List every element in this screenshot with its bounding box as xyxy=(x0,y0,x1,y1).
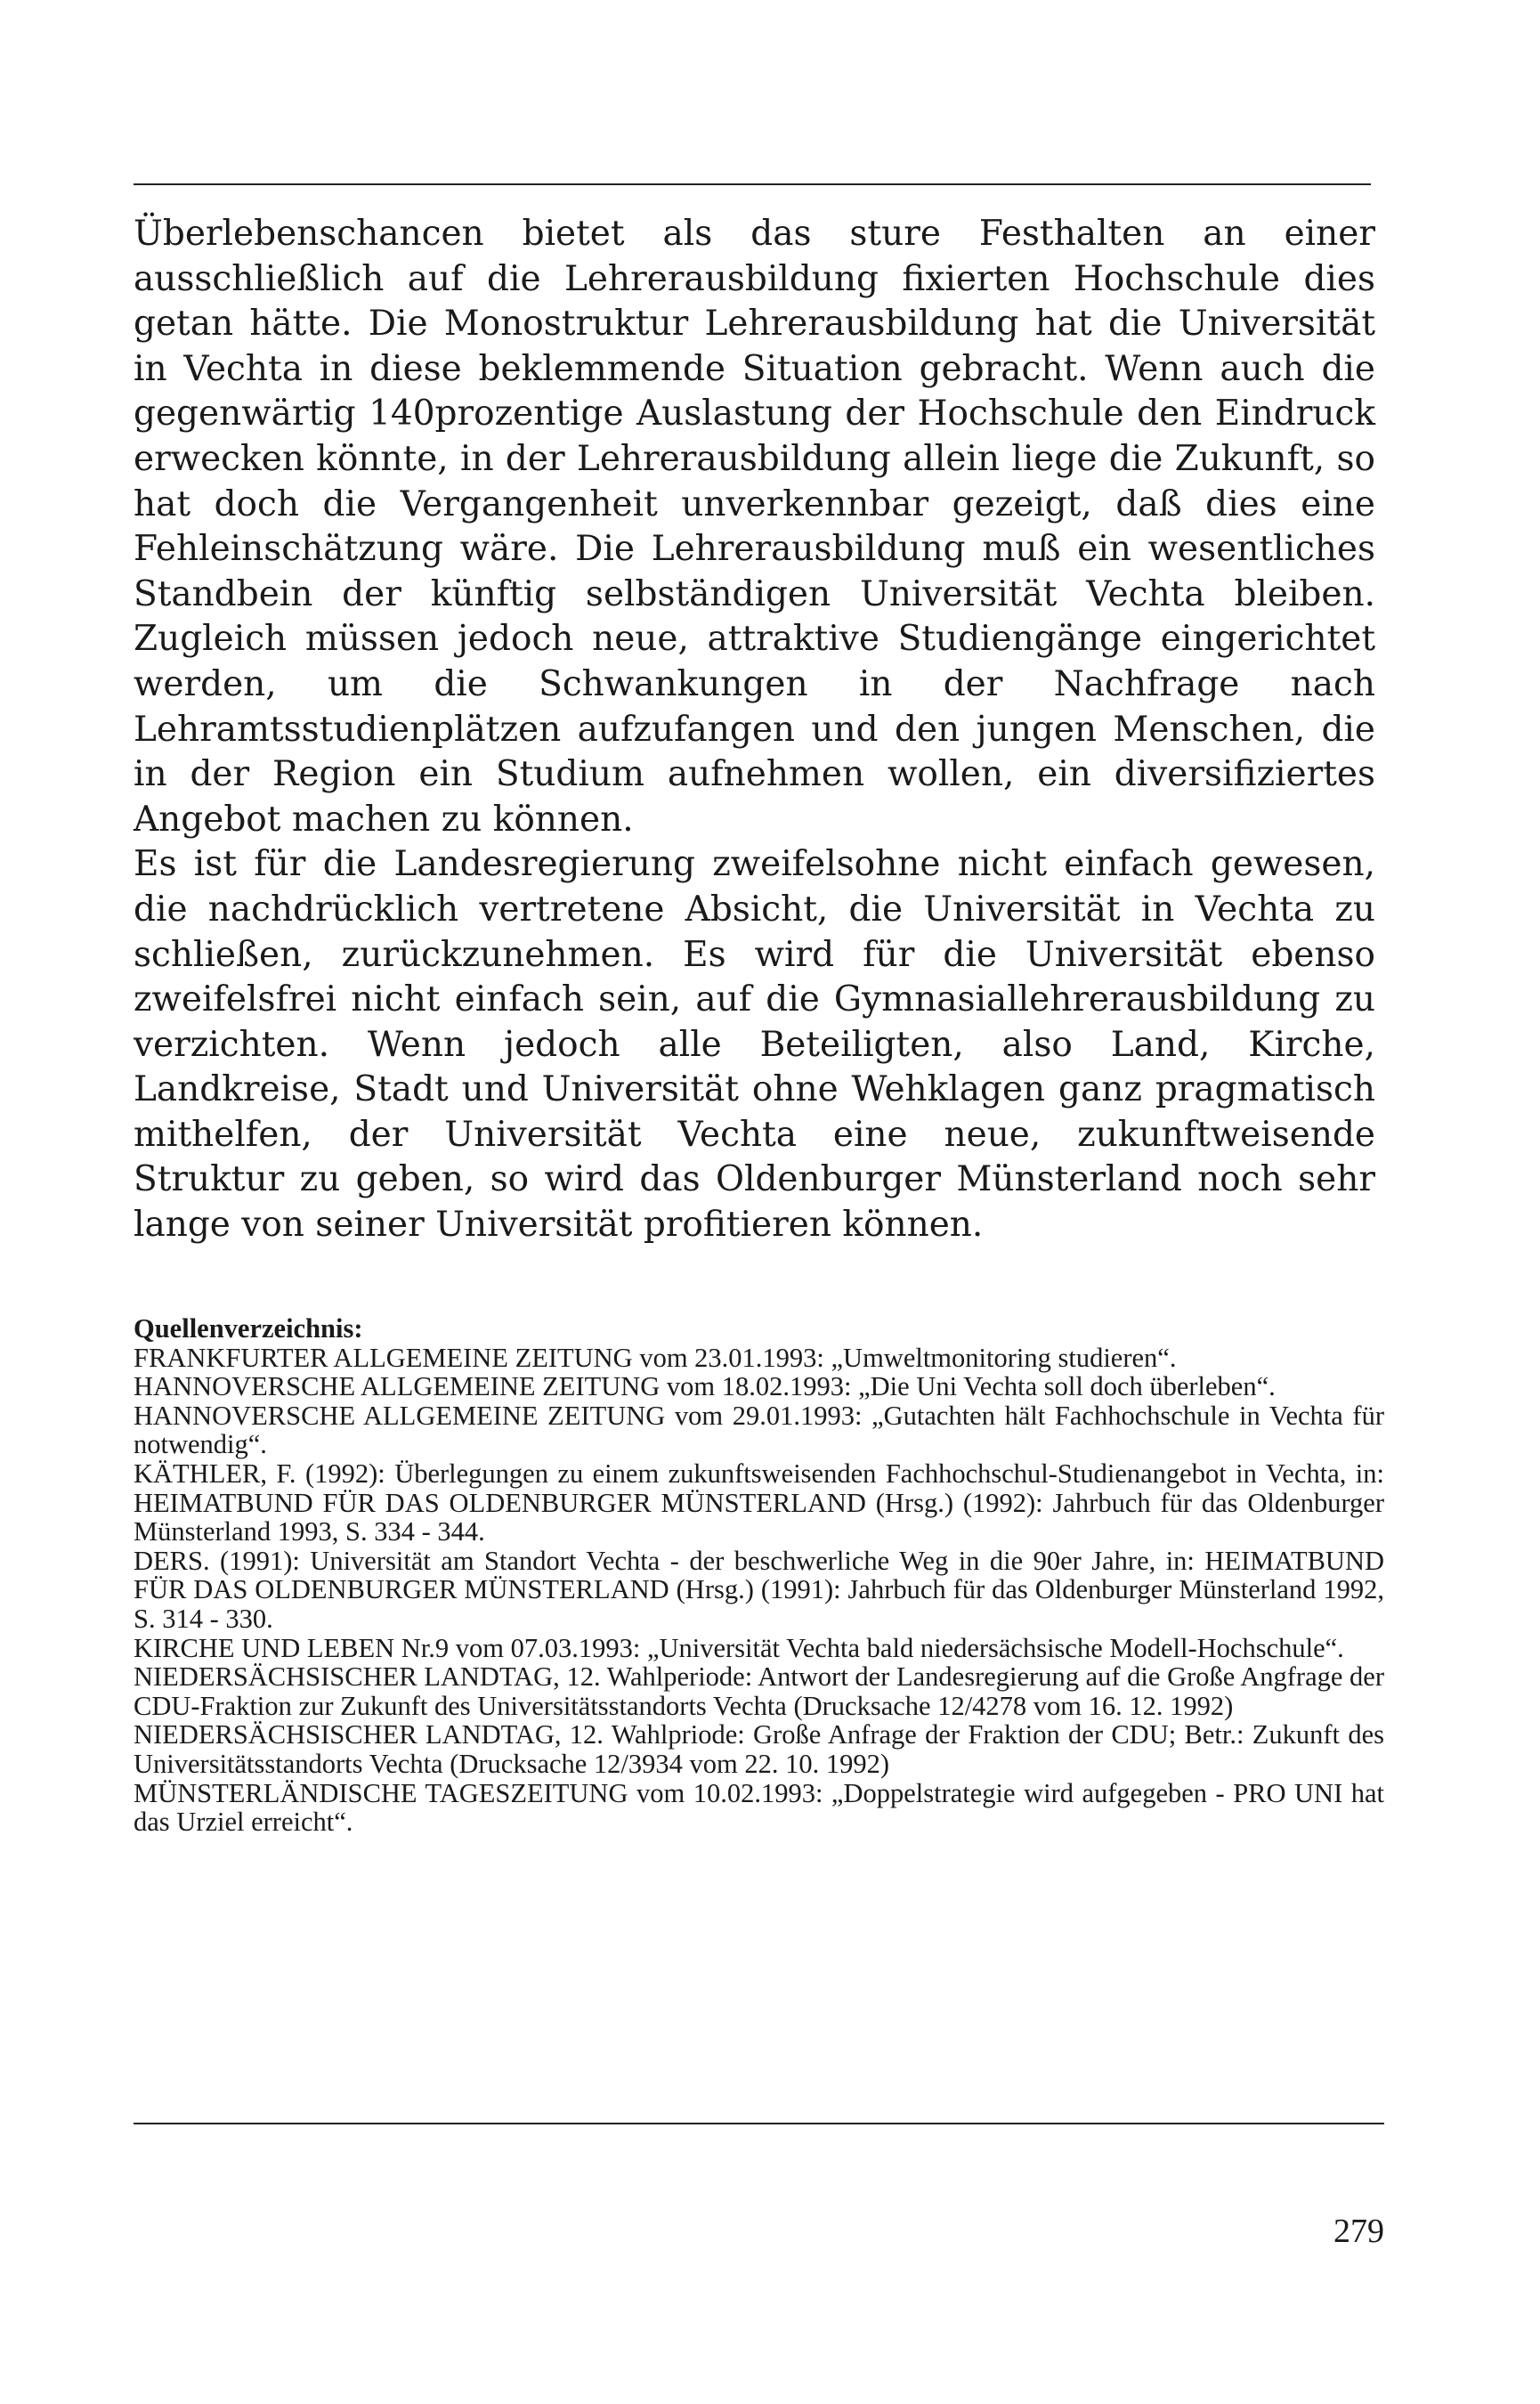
bottom-rule xyxy=(134,2123,1384,2124)
source-entry: MÜNSTERLÄNDISCHE TAGESZEITUNG vom 10.02.1993: „Doppelstrategie wird aufgegeben - PRO UNI hat das Urziel erreicht“. xyxy=(134,1777,1384,1838)
source-list xyxy=(134,1344,1384,1837)
source-entry: DERS. (1991): Universität am Standort Vechta - der beschwerliche Weg in die 90er Jahre, in: HEIMATBUND FÜR DAS OLDENBURGER MÜNSTERLAND (Hrsg.) (1991): Jahrbuch für das Oldenburger Münsterland 1992, S. 314 - 330. xyxy=(134,1545,1384,1634)
source-entry: NIEDERSÄCHSISCHER LANDTAG, 12. Wahlpriode: Große Anfrage der Fraktion der CDU; Betr.: Zukunft des Universitätsstandorts Vechta (Drucksache 12/3934 vom 22. 10. 1992) xyxy=(134,1719,1384,1779)
body-text xyxy=(134,212,1375,1248)
source-list-section xyxy=(134,1314,1384,1837)
source-entry: KIRCHE UND LEBEN Nr.9 vom 07.03.1993: „Universität Vechta bald niedersächsische Modell-Hochschule“. xyxy=(134,1632,1344,1663)
source-list-heading: Quellenverzeichnis: xyxy=(134,1313,363,1344)
page-number: 279 xyxy=(1333,2213,1384,2250)
body-paragraph-2: Es ist für die Landesregierung zweifelsohne nicht einfach gewesen, die nachdrücklich vertretene Absicht, die Universität in Vechta zu schließen, zurückzunehmen. Es wird für die Universität ebenso zweifelsfrei nicht einfach sein, auf die Gymnasiallehrerausbildung zu verzichten. Wenn jedoch alle Beteiligten, also Land, Kirche, Landkreise, Stadt und Universität ohne Wehklagen ganz pragmatisch mithelfen, der Universität Vechta eine neue, zukunftweisende Struktur zu geben, so wird das Oldenburger Münsterland noch sehr lange von seiner Universität profitieren können. xyxy=(134,844,1375,1246)
body-paragraph-1: Überlebenschancen bietet als das sture Festhalten an einer ausschließlich auf die Lehrerausbildung fixierten Hochschule dies getan hätte. Die Monostruktur Lehrerausbildung hat die Universität in Vechta in diese beklemmende Situation gebracht. Wenn auch die gegenwärtig 140prozentige Auslastung der Hochschule den Eindruck erwecken könnte, in der Lehrerausbildung allein liege die Zukunft, so hat doch die Vergangenheit unverkennbar gezeigt, daß dies eine Fehleinschätzung wäre. Die Lehrerausbildung muß ein wesentliches Standbein der künftig selbständigen Universität Vechta bleiben. Zugleich müssen jedoch neue, attraktive Studiengänge eingerichtet werden, um die Schwankungen in der Nachfrage nach Lehramtsstudienplätzen aufzufangen und den jungen Menschen, die in der Region ein Studium aufnehmen wollen, ein diversifiziertes Angebot machen zu können. xyxy=(134,214,1375,840)
source-entry: HANNOVERSCHE ALLGEMEINE ZEITUNG vom 29.01.1993: „Gutachten hält Fachhochschule in Vechta für notwendig“. xyxy=(134,1400,1384,1460)
source-entry: FRANKFURTER ALLGEMEINE ZEITUNG vom 23.01.1993: „Umweltmonitoring studieren“. xyxy=(134,1342,1177,1373)
source-entry: NIEDERSÄCHSISCHER LANDTAG, 12. Wahlperiode: Antwort der Landesregierung auf die Große Angfrage der CDU-Fraktion zur Zukunft des Universitätsstandorts Vechta (Drucksache 12/4278 vom 16. 12. 1992) xyxy=(134,1661,1384,1721)
source-entry: HANNOVERSCHE ALLGEMEINE ZEITUNG vom 18.02.1993: „Die Uni Vechta soll doch überleben“. xyxy=(134,1371,1276,1402)
top-rule xyxy=(134,183,1371,185)
source-entry: KÄTHLER, F. (1992): Überlegungen zu einem zukunftsweisenden Fachhochschul-Studienangebot in Vechta, in: HEIMATBUND FÜR DAS OLDENBURGER MÜNSTERLAND (Hrsg.) (1992): Jahrbuch für das Oldenburger Münsterland 1993, S. 334 - 344. xyxy=(134,1458,1384,1547)
